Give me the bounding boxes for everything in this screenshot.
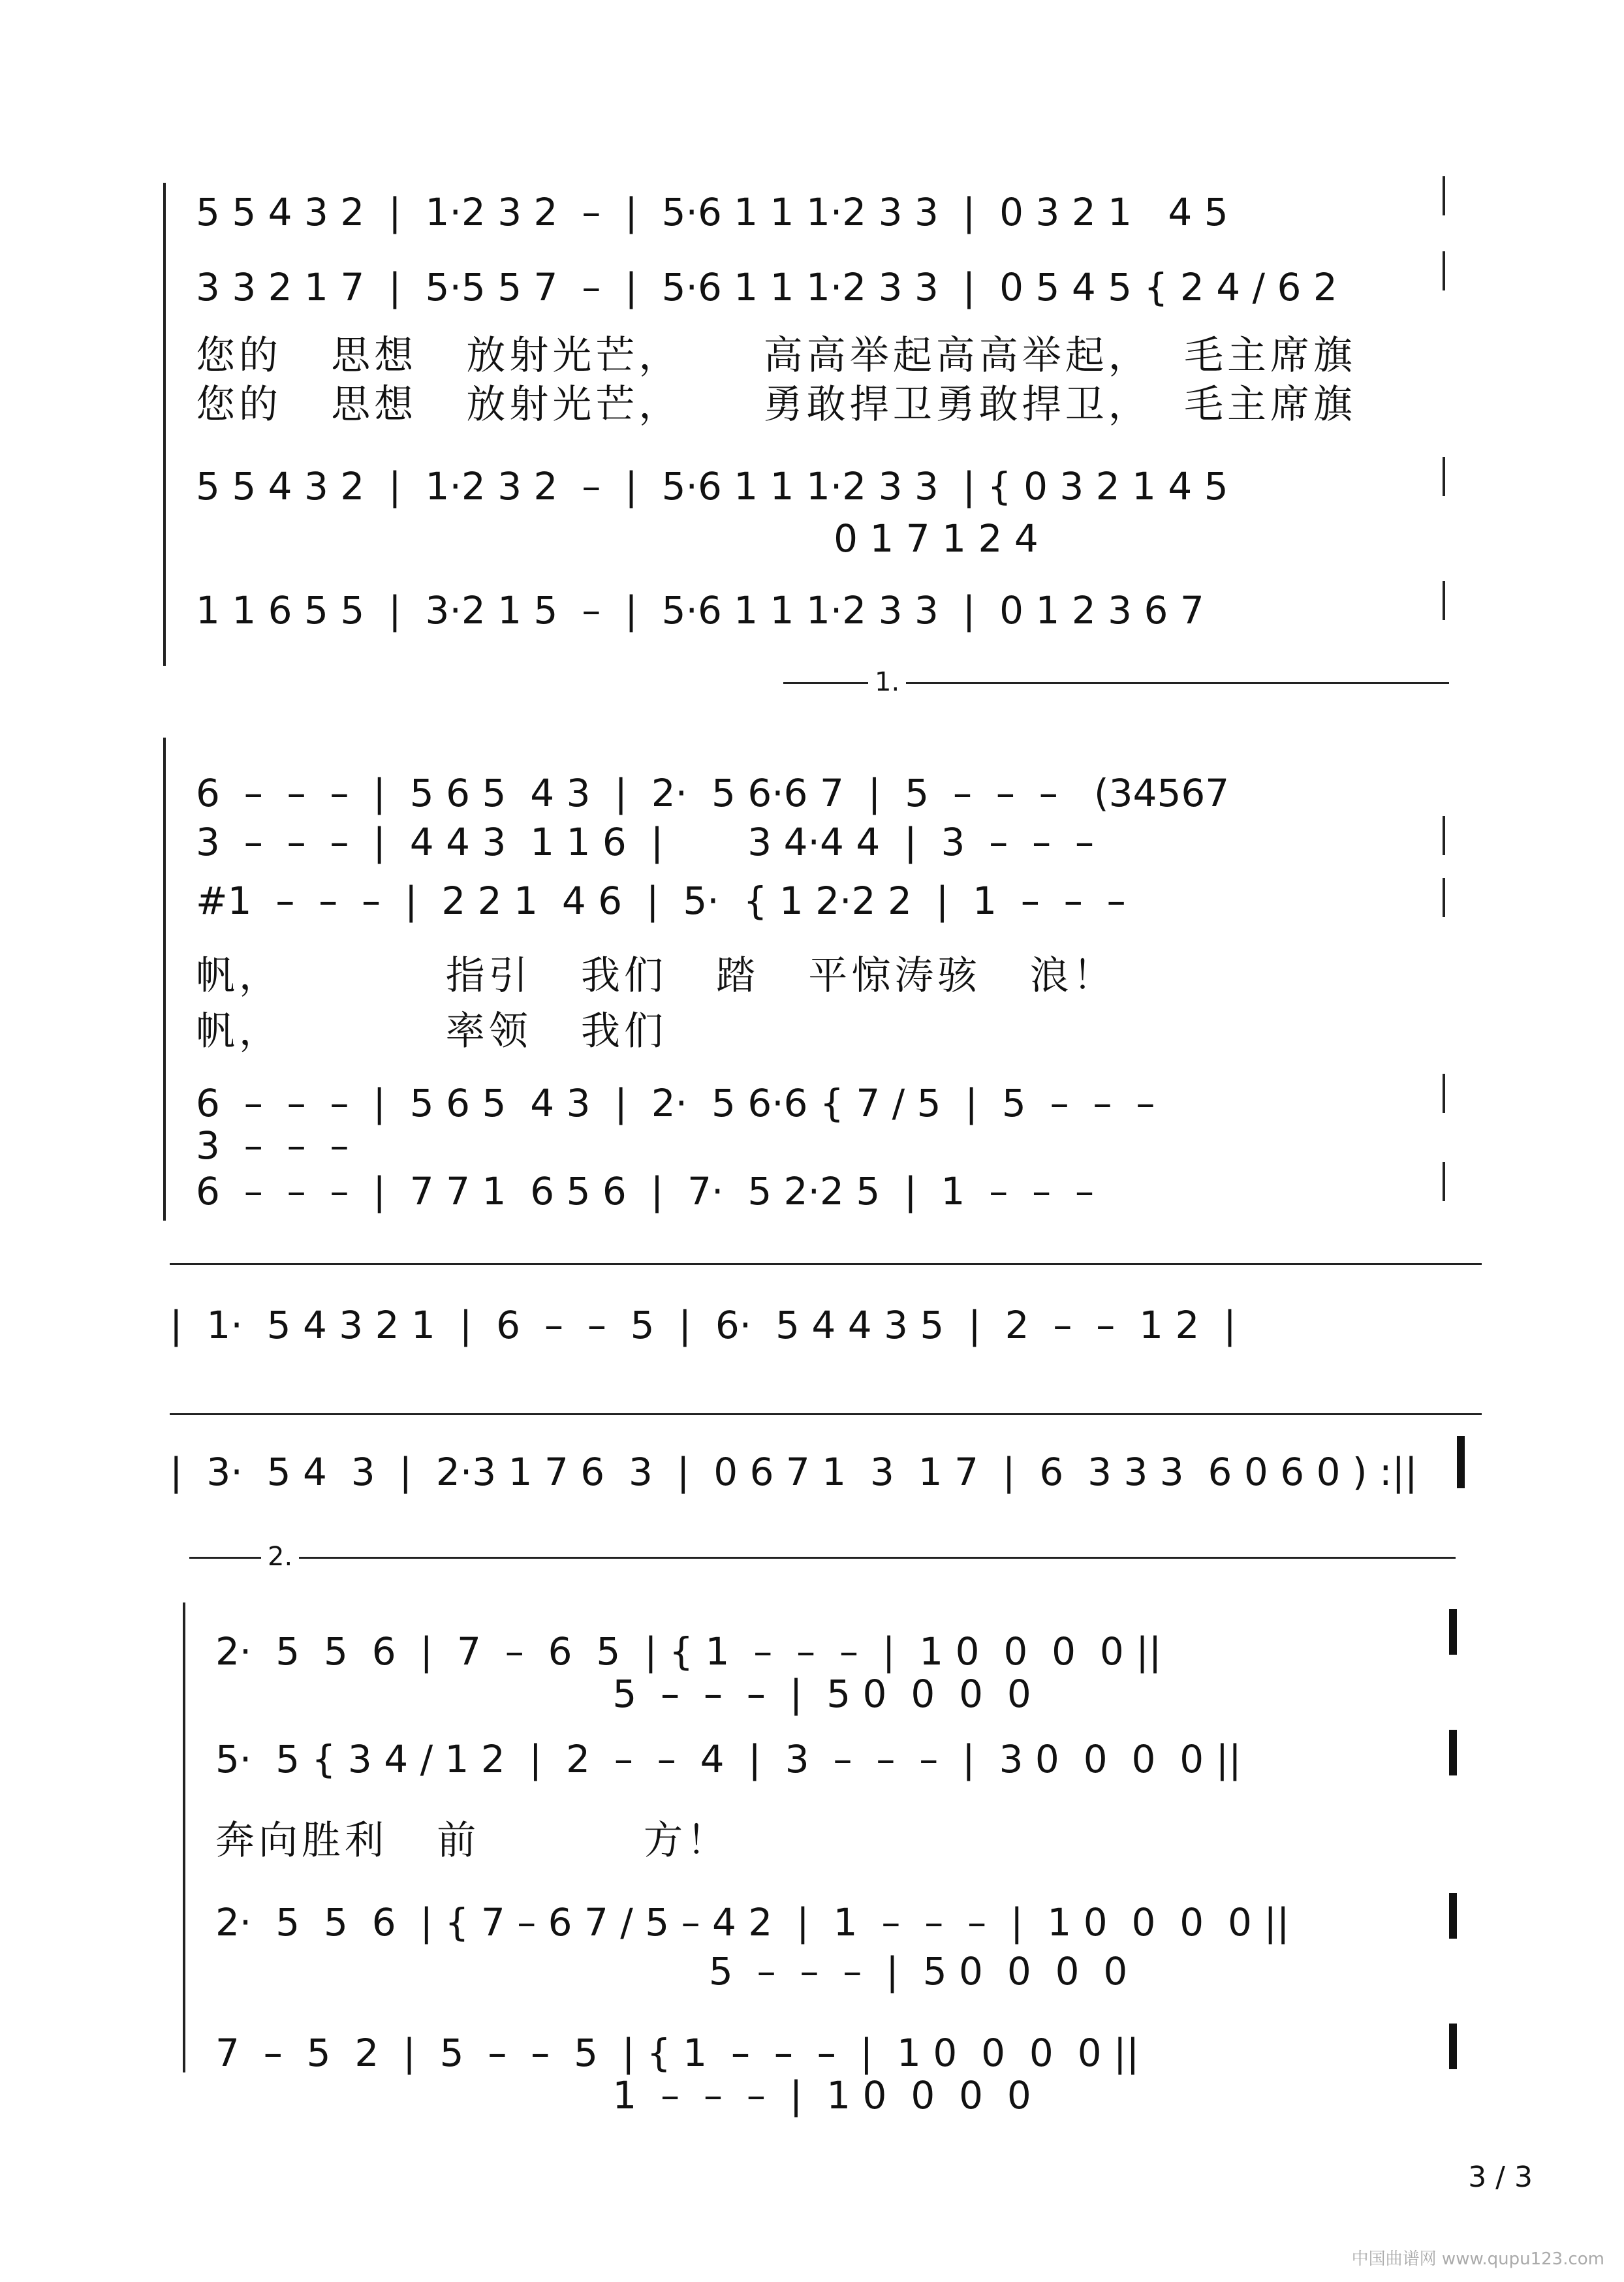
barline <box>1443 1074 1445 1113</box>
score-line: 6 – – – | 5 6 5 4 3 | 2· 5 6·6 { 7 / 5 | 5 – – – <box>196 1081 1155 1125</box>
barline <box>1443 581 1445 620</box>
system-bracket <box>163 183 166 666</box>
score-line: 7 – 5 2 | 5 – – 5 | { 1 – – – | 1 0 0 0 0 || <box>215 2031 1140 2075</box>
score-line: 5 5 4 3 2 | 1·2 3 2 – | 5·6 1 1 1·2 3 3 | 0 3 2 1 4 5 <box>196 190 1228 234</box>
system-bracket <box>183 1602 185 2072</box>
lyric-line: 帆， 指引 我们 踏 平惊涛骇 浪！ <box>196 953 1116 999</box>
score-line: | 3· 5 4 3 | 2·3 1 7 6 3 | 0 6 7 1 3 1 7 | 6 3 3 3 6 0 6 0 ) :|| <box>170 1450 1418 1494</box>
barline <box>1443 878 1445 917</box>
score-line: 1 – – – | 1 0 0 0 0 <box>215 2073 1031 2118</box>
score-line: | 1· 5 4 3 2 1 | 6 – – 5 | 6· 5 4 4 3 5 | 2 – – 1 2 | <box>170 1303 1236 1347</box>
lyric-line: 奔向胜利 前 方！ <box>215 1818 730 1864</box>
final-repeat-barline <box>1457 1436 1465 1488</box>
score-line: 6 – – – | 5 6 5 4 3 | 2· 5 6·6 7 | 5 – – – (34567 <box>196 771 1230 815</box>
score-line: 3 – – – | 4 4 3 1 1 6 | 3 4·4 4 | 3 – – – <box>196 820 1095 864</box>
score-line: 2· 5 5 6 | 7 – 6 5 | { 1 – – – | 1 0 0 0 0 || <box>215 1629 1162 1674</box>
watermark: 中国曲谱网 www.qupu123.com <box>1351 2249 1604 2269</box>
score-line: 3 3 2 1 7 | 5·5 5 7 – | 5·6 1 1 1·2 3 3 | 0 5 4 5 { 2 4 / 6 2 <box>196 265 1337 309</box>
final-barline <box>1449 1893 1457 1939</box>
lyric-line: 您的 思想 放射光芒， 高高举起高高举起， 毛主席旗 <box>196 333 1356 379</box>
barline <box>1443 816 1445 855</box>
score-line: 2· 5 5 6 | { 7 – 6 7 / 5 – 4 2 | 1 – – – | 1 0 0 0 0 || <box>215 1900 1290 1945</box>
score-line: 6 – – – | 7 7 1 6 5 6 | 7· 5 2·2 5 | 1 – – – <box>196 1169 1095 1213</box>
score-line: 5 5 4 3 2 | 1·2 3 2 – | 5·6 1 1 1·2 3 3 | { 0 3 2 1 4 5 <box>196 464 1228 508</box>
final-barline <box>1449 1609 1457 1655</box>
score-line: 5 – – – | 5 0 0 0 0 <box>215 1672 1031 1716</box>
final-barline <box>1449 1730 1457 1775</box>
score-line: 1 1 6 5 5 | 3·2 1 5 – | 5·6 1 1 1·2 3 3 | 0 1 2 3 6 7 <box>196 588 1204 633</box>
lyric-line: 帆， 率领 我们 <box>196 1008 667 1054</box>
system-top-line <box>170 1263 1482 1265</box>
score-line: 5· 5 { 3 4 / 1 2 | 2 – – 4 | 3 – – – | 3 0 0 0 0 || <box>215 1737 1241 1781</box>
system-bracket <box>163 738 166 1221</box>
score-line: 5 – – – | 5 0 0 0 0 <box>215 1949 1128 1993</box>
system-top-line <box>170 1413 1482 1415</box>
page-number: 3 / 3 <box>1468 2161 1533 2194</box>
barline <box>1443 1162 1445 1201</box>
volta-number: 2. <box>261 1544 299 1570</box>
volta-bracket <box>189 1557 1456 1559</box>
barline <box>1443 251 1445 290</box>
score-line: 0 1 7 1 2 4 <box>196 516 1038 561</box>
final-barline <box>1449 2024 1457 2069</box>
score-line: 3 – – – <box>196 1123 349 1168</box>
volta-number: 1. <box>868 669 906 695</box>
barline <box>1443 457 1445 496</box>
lyric-line: 您的 思想 放射光芒， 勇敢捍卫勇敢捍卫， 毛主席旗 <box>196 382 1356 428</box>
score-line: #1 – – – | 2 2 1 4 6 | 5· { 1 2·2 2 | 1 – – – <box>196 879 1126 923</box>
barline <box>1443 176 1445 215</box>
